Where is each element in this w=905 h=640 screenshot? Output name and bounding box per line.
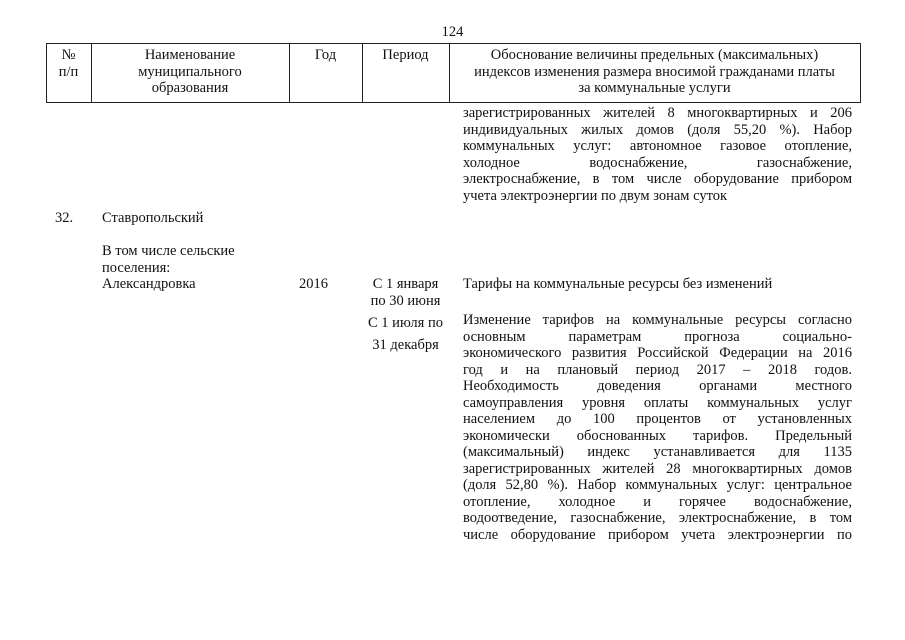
settlement-year: 2016 — [299, 276, 328, 292]
header-year: Год — [314, 47, 337, 63]
header-number: № п/п — [58, 47, 79, 80]
period-first-half: С 1 января по 30 июня — [370, 276, 441, 309]
table-top-border — [46, 43, 861, 44]
period-second-half: С 1 июля по 31 декабря — [368, 315, 443, 353]
header-reason: Обоснование величины предельных (максимальных) индексов изменения размера вносимой гражданами платы за коммунальные услуги — [474, 47, 835, 96]
header-period: Период — [382, 47, 429, 63]
reason-first-half: Тарифы на коммунальные ресурсы без изменений — [463, 276, 773, 292]
header-bottom-border — [46, 102, 861, 103]
page-number: 124 — [441, 24, 464, 40]
row-32-name: Ставропольский — [102, 210, 204, 226]
continuation-text: зарегистрированных жителей 8 многоквартирных и 206 индивидуальных жилых домов (доля 55,20 %). Набор коммунальных услуг: автономное газовое отопление, холодное водоснабжение, газоснабжение, электроснабжение, в том числе оборудование прибором учета электроэнергии по двум зонам суток — [463, 105, 852, 204]
settlement-name: Александровка — [102, 276, 196, 292]
reason-second-half: Изменение тарифов на коммунальные ресурсы согласно основным параметрам прогноза социально- экономического развития Российской Федерации на 2016 год и на плановый период 2017 – 2018 годов. Необходимость доведения органами местного самоуправления уровня оплаты коммунальных услуг населением до 100 процентов от установленных экономически обоснованных тарифов. Предельный (максимальный) индекс устанавливается для 1135 зарегистрированных жителей 28 многоквартирных домов (доля 52,80 %). Набор коммунальных услуг: центральное отопление, холодное и горячее водоснабжение, водоотведение, газоснабжение, электроснабжение, в том числе оборудование прибором учета электроэнергии по — [463, 312, 852, 543]
col-border-5 — [860, 43, 861, 102]
row-32-number: 32. — [55, 210, 74, 226]
header-name: Наименование муниципального образования — [138, 47, 242, 96]
rural-settlements-subtitle: В том числе сельские поселения: — [102, 243, 235, 276]
